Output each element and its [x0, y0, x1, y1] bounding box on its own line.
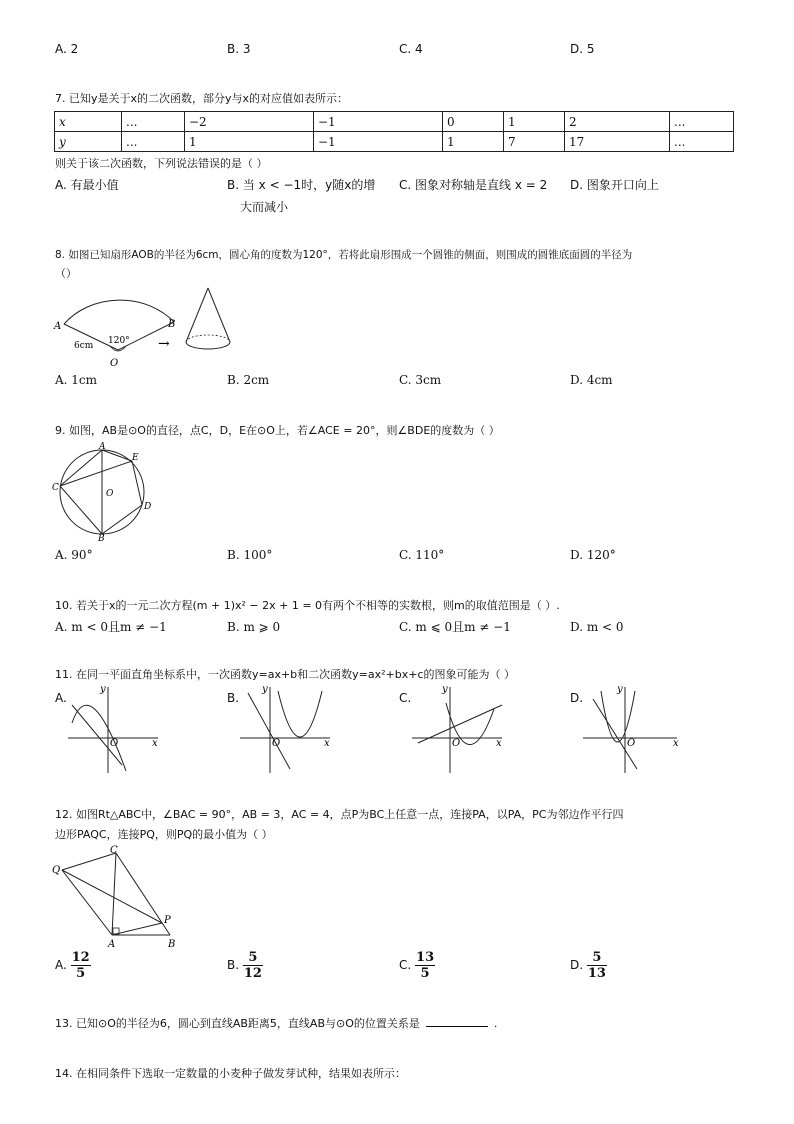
- chord-ae: [102, 450, 132, 461]
- table-cell: −1: [314, 112, 443, 132]
- segment-ca: [112, 853, 116, 935]
- q6-option-d: D. 5: [570, 42, 595, 56]
- q10-option-d: D. m < 0: [570, 620, 624, 634]
- label-q: Q: [52, 865, 61, 876]
- segment-qp: [62, 870, 162, 923]
- table-cell: 1: [185, 132, 314, 152]
- q7-option-d: D. 图象开口向上: [570, 178, 659, 192]
- sector-arc: [64, 300, 174, 324]
- q7-stem: 7. 已知y是关于x的二次函数，部分y与x的对应值如表所示：: [55, 92, 349, 105]
- q8-sector-cone-figure: [52, 282, 242, 370]
- q7-option-a: A. 有最小值: [55, 178, 119, 192]
- angle-label: 120°: [108, 336, 130, 346]
- q11-graph-b: [238, 683, 334, 775]
- q8-option-d: D. 4cm: [570, 373, 613, 387]
- q9-circle-figure: [52, 441, 162, 541]
- line: [72, 705, 122, 765]
- q8-option-a: A. 1cm: [55, 373, 98, 387]
- q12-option-b: [227, 950, 263, 981]
- label-c: C: [110, 845, 118, 856]
- q13-text: 13. 已知⊙O的半径为6，圆心到直线AB距离5，直线AB与⊙O的位置关系是: [55, 1017, 420, 1030]
- q10-option-c: C. m ⩽ 0且m ≠ −1: [399, 620, 511, 634]
- table-cell: 17: [565, 132, 670, 152]
- q12-triangle-figure: [52, 843, 182, 951]
- q11-option-c-label: C.: [399, 691, 412, 705]
- q12-option-c: [399, 950, 435, 981]
- label-a: A: [99, 442, 106, 452]
- q7-value-table: [54, 111, 734, 152]
- label-o: O: [110, 358, 119, 369]
- fraction: [71, 950, 91, 981]
- q9-option-a: A. 90°: [55, 548, 93, 562]
- table-row: [55, 112, 734, 132]
- radius-label: 6cm: [74, 341, 94, 351]
- q11-stem: 11. 在同一平面直角坐标系中，一次函数y=ax+b和二次函数y=ax²+bx+c的图象可能为（ ）: [55, 668, 516, 681]
- q9-option-d: D. 120°: [570, 548, 616, 562]
- label-c: C: [52, 483, 59, 493]
- table-cell: −2: [185, 112, 314, 132]
- segment-ap: [112, 923, 162, 935]
- table-cell: 0: [443, 112, 504, 132]
- q14-stem: 14. 在相同条件下选取一定数量的小麦种子做发芽试种，结果如表所示：: [55, 1067, 406, 1080]
- option-label: D.: [570, 958, 584, 972]
- option-label: C.: [399, 958, 412, 972]
- denominator: 5: [76, 966, 86, 981]
- axis-y-label: y: [442, 684, 448, 695]
- q8-stem-continued: （）: [55, 267, 77, 280]
- axis-y-label: y: [262, 684, 268, 695]
- q11-option-a-label: A.: [55, 691, 67, 705]
- table-row: [55, 132, 734, 152]
- q11-graph-c: [410, 683, 506, 775]
- q13-stem: [55, 1017, 497, 1031]
- q11-graph-d: [581, 683, 681, 775]
- q12-option-a: [55, 950, 91, 981]
- axis-y-label: y: [617, 684, 623, 695]
- axis-x-label: x: [673, 738, 679, 749]
- denominator: 12: [243, 966, 262, 981]
- q11-graph-a: [66, 683, 162, 775]
- q7-question: 则关于该二次函数，下列说法错误的是（ ）: [55, 157, 268, 170]
- line: [248, 693, 290, 769]
- q7-option-c: C. 图象对称轴是直线 x = 2: [399, 178, 548, 192]
- q8-stem: 8. 如图已知扇形AOB的半径为6cm，圆心角的度数为120°，若将此扇形围成一个圆锥的侧面，则围成的圆锥底面圆的半径为: [55, 249, 633, 261]
- q8-option-c: C. 3cm: [399, 373, 442, 387]
- q13-period: .: [493, 1017, 498, 1030]
- label-b: B: [168, 939, 176, 950]
- table-cell: 1: [504, 112, 565, 132]
- numerator: 5: [587, 950, 607, 966]
- table-cell: 1: [443, 132, 504, 152]
- label-d: D: [144, 502, 152, 512]
- label-a: A: [108, 939, 116, 950]
- numerator: 12: [71, 950, 90, 965]
- q6-option-b: B. 3: [227, 42, 251, 56]
- numerator: 5: [243, 950, 263, 966]
- q6-option-a: A. 2: [55, 42, 79, 56]
- chord-ce: [60, 461, 132, 486]
- cone-right-edge: [208, 288, 230, 342]
- parabola: [601, 691, 635, 742]
- q6-option-c: C. 4: [399, 42, 423, 56]
- q8-option-b: B. 2cm: [227, 373, 270, 387]
- table-cell: 2: [565, 112, 670, 132]
- axis-x-label: x: [324, 738, 330, 749]
- cone-base-back: [186, 335, 230, 342]
- origin-label: O: [110, 738, 119, 749]
- segment-qa: [62, 870, 112, 935]
- parabola: [278, 691, 322, 737]
- table-cell: ...: [670, 112, 734, 132]
- label-p: P: [164, 915, 171, 926]
- arrow-icon: →: [158, 336, 170, 352]
- option-label: B.: [227, 958, 240, 972]
- q12-option-d: [570, 950, 607, 981]
- q9-option-c: C. 110°: [399, 548, 445, 562]
- table-cell: ...: [670, 132, 734, 152]
- denominator: 5: [420, 966, 430, 981]
- table-cell: y: [55, 132, 122, 152]
- chord-cb: [60, 486, 102, 534]
- axis-x-label: x: [496, 738, 502, 749]
- q12-stem-continued: 边形PAQC，连接PQ，则PQ的最小值为（ ）: [55, 828, 273, 841]
- option-label: A.: [55, 958, 67, 972]
- fraction: [243, 950, 263, 981]
- label-o: O: [106, 489, 114, 499]
- chord-db: [102, 505, 142, 534]
- table-cell: ...: [122, 132, 185, 152]
- q12-stem: 12. 如图Rt△ABC中，∠BAC = 90°，AB = 3，AC = 4，点P为BC上任意一点，连接PA，以PA，PC为邻边作平行四: [55, 808, 624, 821]
- line: [593, 699, 637, 769]
- label-a: A: [54, 321, 62, 332]
- fraction: [415, 950, 435, 981]
- origin-label: O: [452, 738, 461, 749]
- q7-option-b-continued: 大而减小: [240, 200, 289, 214]
- answer-blank[interactable]: [426, 1026, 488, 1027]
- cone-left-edge: [186, 288, 208, 342]
- fraction: [587, 950, 607, 981]
- table-cell: ...: [122, 112, 185, 132]
- label-b: B: [98, 534, 105, 541]
- axis-y-label: y: [100, 684, 106, 695]
- q9-option-b: B. 100°: [227, 548, 273, 562]
- label-e: E: [132, 453, 139, 463]
- axis-x-label: x: [152, 738, 158, 749]
- numerator: 13: [416, 950, 435, 965]
- origin-label: O: [627, 738, 636, 749]
- denominator: 13: [587, 966, 606, 981]
- table-cell: −1: [314, 132, 443, 152]
- q9-stem: 9. 如图，AB是⊙O的直径，点C，D，E在⊙O上，若∠ACE = 20°，则∠BDE的度数为（ ）: [55, 424, 500, 437]
- table-cell: x: [55, 112, 122, 132]
- origin-label: O: [272, 738, 281, 749]
- q11-option-d-label: D.: [570, 691, 584, 705]
- table-cell: 7: [504, 132, 565, 152]
- q10-option-b: B. m ⩾ 0: [227, 620, 281, 634]
- q10-option-a: A. m < 0且m ≠ −1: [55, 620, 167, 634]
- cone-base-front: [186, 342, 230, 349]
- chord-ed: [132, 461, 142, 505]
- q11-option-b-label: B.: [227, 691, 240, 705]
- q7-option-b: B. 当 x < −1时，y随x的增: [227, 178, 376, 192]
- q10-stem: 10. 若关于x的一元二次方程(m + 1)x² − 2x + 1 = 0有两个不相等的实数根，则m的取值范围是（ ）.: [55, 599, 560, 612]
- segment-qc: [62, 853, 116, 870]
- label-b: B: [168, 319, 176, 330]
